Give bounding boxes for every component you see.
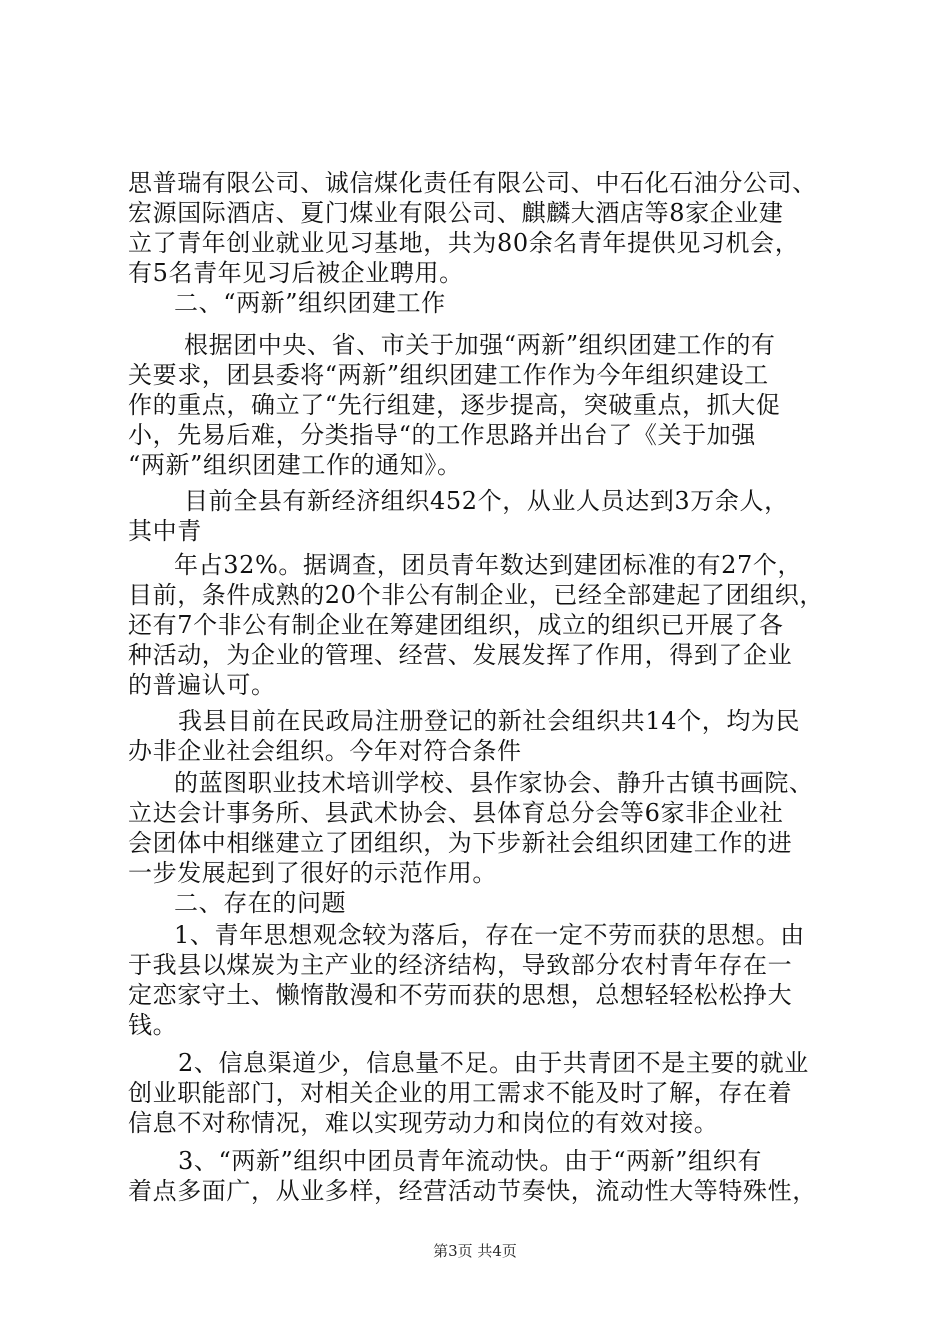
- text-line: 目前全县有新经济组织452个，从业人员达到3万余人，: [184, 487, 789, 515]
- text-line: 的蓝图职业技术培训学校、县作家协会、静升古镇书画院、: [174, 769, 814, 797]
- text-line: 信息不对称情况，难以实现劳动力和岗位的有效对接。: [128, 1109, 719, 1137]
- text-line: 立达会计事务所、县武术协会、县体育总分会等6家非企业社: [128, 799, 784, 827]
- text-line: 有5名青年见习后被企业聘用。: [128, 259, 464, 287]
- text-line: “两新”组织团建工作的通知》。: [128, 451, 462, 479]
- text-line: 会团体中相继建立了团组织，为下步新社会组织团建工作的进: [128, 829, 793, 857]
- text-line: 定恋家守土、懒惰散漫和不劳而获的思想，总想轻轻松松挣大: [128, 981, 793, 1009]
- text-line: 的普遍认可。: [128, 671, 276, 699]
- text-line: 小，先易后难，分类指导“的工作思路并出台了《关于加强: [128, 421, 756, 449]
- text-line: 年占32%。据调查，团员青年数达到建团标准的有27个，: [174, 551, 803, 579]
- text-line: 立了青年创业就业见习基地，共为80余名青年提供见习机会，: [128, 229, 800, 257]
- text-line: 其中青: [128, 517, 202, 545]
- section-heading: 二、存在的问题: [174, 889, 347, 917]
- text-line: 宏源国际酒店、夏门煤业有限公司、麒麟大酒店等8家企业建: [128, 199, 784, 227]
- text-line: 1、青年思想观念较为落后，存在一定不劳而获的思想。由: [174, 921, 805, 949]
- text-line: 3、“两新”组织中团员青年流动快。由于“两新”组织有: [178, 1147, 762, 1175]
- section-heading: 二、“两新”组织团建工作: [174, 289, 446, 317]
- text-line: 于我县以煤炭为主产业的经济结构，导致部分农村青年存在一: [128, 951, 793, 979]
- text-line: 着点多面广，从业多样，经营活动节奏快，流动性大等特殊性，: [128, 1177, 817, 1205]
- text-line: 根据团中央、省、市关于加强“两新”组织团建工作的有: [184, 331, 776, 359]
- text-line: 我县目前在民政局注册登记的新社会组织共14个，均为民: [178, 707, 801, 735]
- text-line: 一步发展起到了很好的示范作用。: [128, 859, 497, 887]
- text-line: 2、信息渠道少，信息量不足。由于共青团不是主要的就业: [178, 1049, 809, 1077]
- text-line: 作的重点，确立了“先行组建，逐步提高，突破重点，抓大促: [128, 391, 781, 419]
- text-line: 还有7个非公有制企业在筹建团组织，成立的组织已开展了各: [128, 611, 784, 639]
- text-line: 钱。: [128, 1011, 178, 1039]
- text-line: 思普瑞有限公司、诚信煤化责任有限公司、中石化石油分公司、: [128, 169, 817, 197]
- text-line: 种活动，为企业的管理、经营、发展发挥了作用，得到了企业: [128, 641, 793, 669]
- text-line: 办非企业社会组织。今年对符合条件: [128, 737, 522, 765]
- text-line: 关要求，团县委将“两新”组织团建工作作为今年组织建设工: [128, 361, 769, 389]
- page-number-footer: 第3页 共4页: [433, 1242, 517, 1260]
- text-line: 创业职能部门，对相关企业的用工需求不能及时了解，存在着: [128, 1079, 793, 1107]
- text-line: 目前，条件成熟的20个非公有制企业，已经全部建起了团组织，: [128, 581, 824, 609]
